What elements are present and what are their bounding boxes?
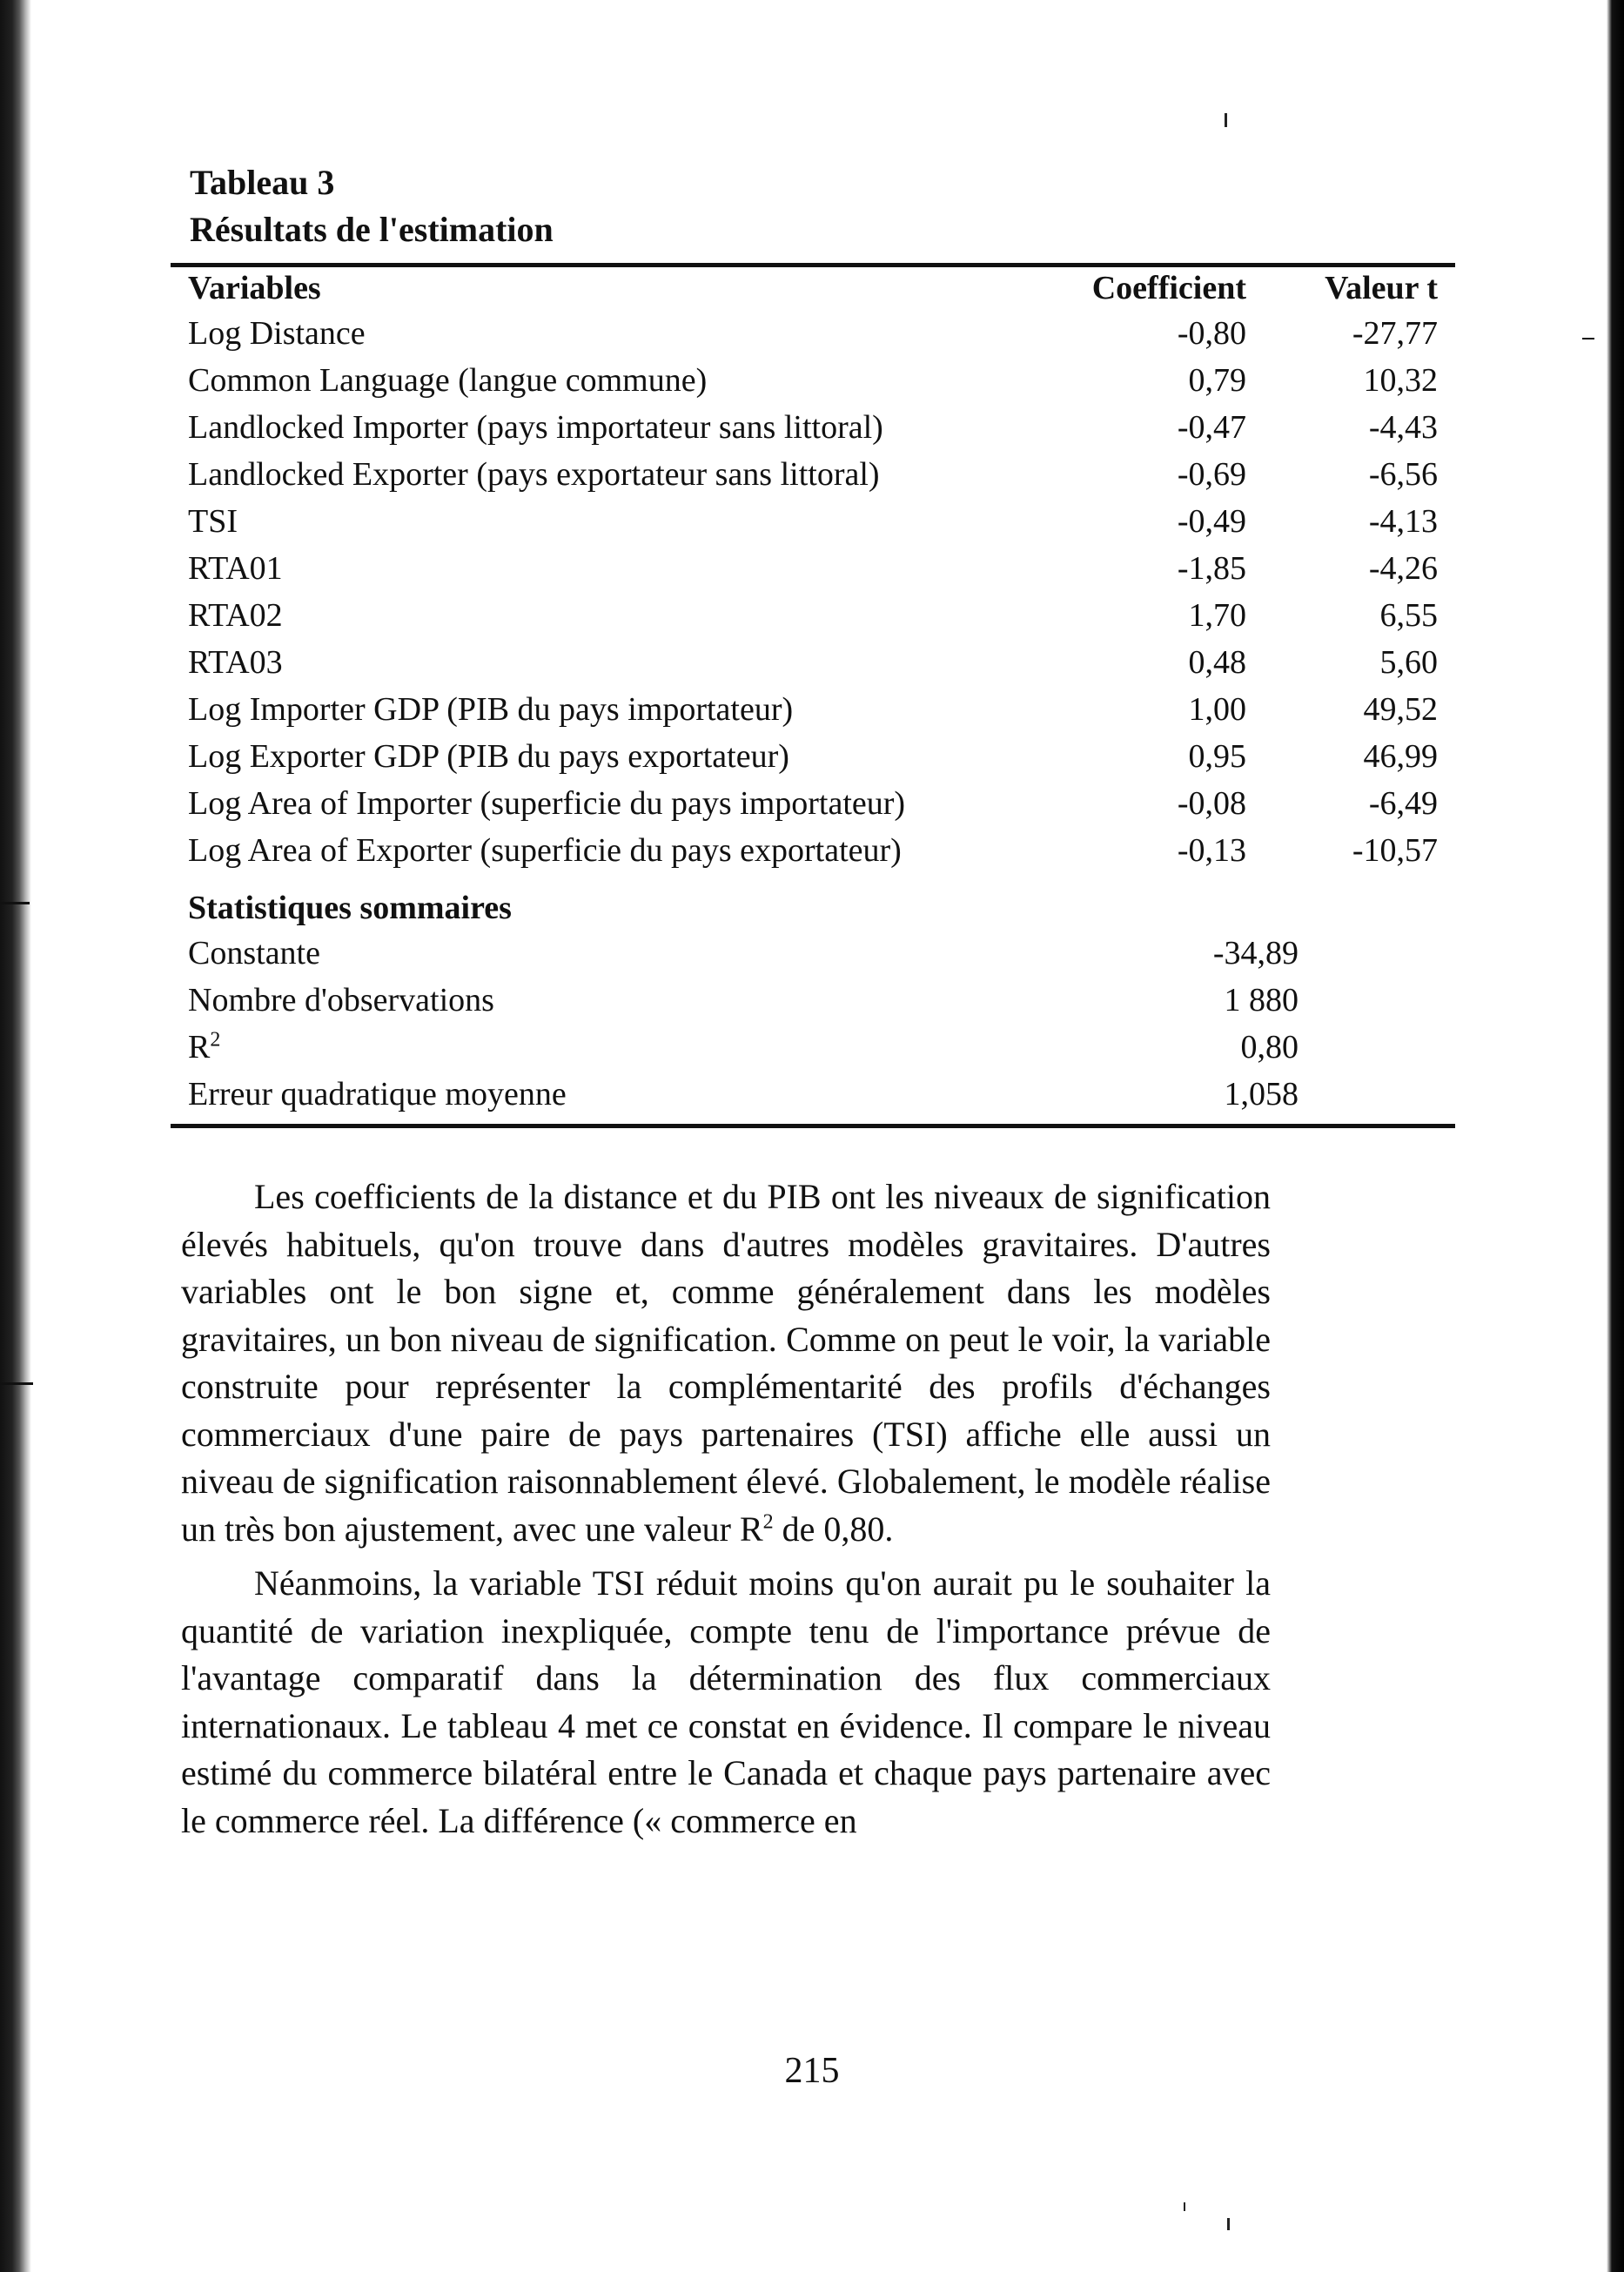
margin-mark: [0, 902, 30, 904]
row-t-value: -6,49: [1368, 785, 1438, 822]
row-t-value: 6,55: [1379, 597, 1438, 634]
row-coefficient: -0,08: [1177, 785, 1246, 822]
margin-mark: [0, 1382, 33, 1385]
summary-label: Nombre d'observations: [188, 982, 494, 1018]
scan-speck: [1227, 2218, 1230, 2230]
scan-speck: [1225, 113, 1227, 127]
table-title: Tableau 3: [190, 163, 335, 202]
row-label: Common Language (langue commune): [188, 362, 708, 399]
summary-value: 1,058: [1224, 1076, 1299, 1112]
row-coefficient: -0,49: [1177, 503, 1246, 540]
table-row: [171, 310, 1455, 357]
summary-value: -34,89: [1212, 935, 1299, 971]
row-label: Landlocked Importer (pays importateur sans littoral): [188, 409, 883, 446]
row-label: Log Area of Exporter (superficie du pays exportateur): [188, 832, 902, 869]
table-row: [171, 451, 1455, 498]
row-t-value: 10,32: [1363, 362, 1438, 399]
scan-edge-left: [0, 0, 31, 2272]
margin-mark: [1582, 338, 1594, 339]
summary-label: Constante: [188, 935, 320, 971]
table-row: [171, 592, 1455, 639]
table-row: [171, 827, 1455, 874]
row-coefficient: -0,69: [1177, 456, 1246, 493]
row-t-value: -4,43: [1368, 409, 1438, 446]
row-t-value: -4,26: [1368, 550, 1438, 587]
summary-value: 1 880: [1224, 982, 1299, 1018]
row-label: Log Importer GDP (PIB du pays importateur): [188, 691, 794, 728]
row-label: Log Area of Importer (superficie du pays importateur): [188, 785, 906, 822]
row-coefficient: -0,47: [1177, 409, 1246, 446]
table-row: [171, 357, 1455, 404]
table-row: [171, 404, 1455, 451]
summary-row: [171, 1024, 1455, 1071]
row-coefficient: -1,85: [1177, 550, 1246, 587]
scan-edge-right: [1607, 0, 1624, 2272]
row-t-value: 46,99: [1363, 738, 1438, 775]
r2-symbol: R: [188, 1029, 211, 1065]
table-row: [171, 639, 1455, 686]
row-t-value: 49,52: [1363, 691, 1438, 728]
summary-label: Erreur quadratique moyenne: [188, 1076, 567, 1112]
summary-label: [188, 1024, 220, 1071]
table-row: [171, 545, 1455, 592]
table-row: [171, 780, 1455, 827]
page-number: 215: [784, 2051, 840, 2091]
row-label: RTA02: [188, 597, 283, 634]
row-t-value: -10,57: [1352, 832, 1438, 869]
row-label: Landlocked Exporter (pays exportateur sans littoral): [188, 456, 880, 493]
row-coefficient: -0,80: [1177, 315, 1246, 352]
row-label: RTA03: [188, 644, 283, 681]
row-t-value: 5,60: [1379, 644, 1438, 681]
table-bottom-rule: [171, 1124, 1455, 1128]
row-label: TSI: [188, 503, 238, 540]
row-coefficient: -0,13: [1177, 832, 1246, 869]
row-label: Log Exporter GDP (PIB du pays exportateur): [188, 738, 789, 775]
row-coefficient: 1,70: [1188, 597, 1246, 634]
summary-row: [171, 977, 1455, 1024]
r2-exponent: 2: [762, 1510, 774, 1534]
summary-row: [171, 930, 1455, 977]
paragraph: Néanmoins, la variable TSI réduit moins qu'on aurait pu le souhaiter la quantité de variation inexpliquée, compte tenu de l'importance prévue de l'avantage comparatif dans la détermination des flux commerciaux internationaux. Le tableau 4 met ce constat en évidence. Il compare le niveau estimé du commerce bilatéral entre le Canada et chaque pays partenaire avec le commerce réel. La différence (« commerce en: [181, 1563, 1271, 1840]
table-header-row: [171, 265, 1455, 312]
table-subtitle: Résultats de l'estimation: [190, 210, 554, 249]
paragraph-text: de 0,80.: [773, 1509, 894, 1549]
paragraph: [181, 1173, 1271, 1553]
paragraph-text: Les coefficients de la distance et du PIB ont les niveaux de signification élevés habituels, qu'on trouve dans d'autres modèles gravitaires. D'autres variables ont le bon signe et, comme généralement dans les modèles gravitaires, un bon niveau de signification. Comme on peut le voir, la variable construite pour représenter la complémentarité des profils d'échanges commerciaux d'une paire de pays partenaires (TSI) affiche elle aussi un niveau de signification raisonnablement élevé. Globalement, le modèle réalise un très bon ajustement, avec une valeur R: [181, 1177, 1271, 1549]
row-coefficient: 0,79: [1188, 362, 1246, 399]
row-label: Log Distance: [188, 315, 366, 352]
row-coefficient: 0,48: [1188, 644, 1246, 681]
row-coefficient: 1,00: [1188, 691, 1246, 728]
body-text: [181, 1173, 1271, 1845]
scan-speck: [1184, 2202, 1185, 2211]
row-t-value: -4,13: [1368, 503, 1438, 540]
summary-header: Statistiques sommaires: [188, 890, 512, 926]
summary-value: 0,80: [1240, 1029, 1299, 1065]
summary-row: [171, 1071, 1455, 1118]
r2-exponent: 2: [210, 1028, 221, 1052]
summary-header-row: [171, 884, 1455, 931]
row-coefficient: 0,95: [1188, 738, 1246, 775]
row-label: RTA01: [188, 550, 283, 587]
header-coefficient: Coefficient: [1091, 270, 1246, 306]
row-t-value: -27,77: [1352, 315, 1438, 352]
header-variables: Variables: [188, 270, 321, 306]
table-row: [171, 498, 1455, 545]
header-t-value: Valeur t: [1325, 270, 1438, 306]
row-t-value: -6,56: [1368, 456, 1438, 493]
table-row: [171, 733, 1455, 780]
table-row: [171, 686, 1455, 733]
